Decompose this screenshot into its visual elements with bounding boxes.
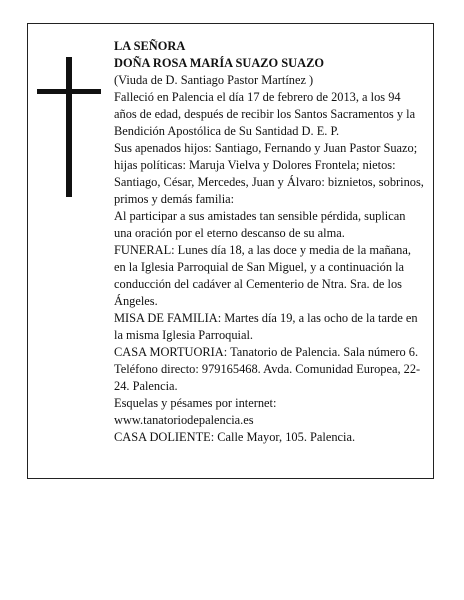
funeral-info: FUNERAL: Lunes día 18, a las doce y media de la mañana, en la Iglesia Parroquial de San Miguel, y a continuación la conducción del cadáver al Cementerio de Ntra. Sra. de los Ángeles. <box>114 243 411 308</box>
home-info: CASA DOLIENTE: Calle Mayor, 105. Palencia. <box>114 430 356 444</box>
internet-label: Esquelas y pésames por internet: <box>114 396 277 410</box>
cross-vertical-bar <box>66 57 72 197</box>
mortuary-info: CASA MORTUORIA: Tanatorio de Palencia. Sala número 6. Teléfono directo: 979165468. Avda. Comunidad Europea, 22-24. Palencia. <box>114 345 421 393</box>
widow-line: (Viuda de D. Santiago Pastor Martínez ) <box>114 73 314 87</box>
cross-horizontal-bar <box>37 89 101 94</box>
mass-info: MISA DE FAMILIA: Martes día 19, a las ocho de la tarde en la misma Iglesia Parroquial. <box>114 311 418 342</box>
prayer-request: Al participar a sus amistades tan sensible pérdida, suplican una oración por el eterno descanso de su alma. <box>114 209 406 240</box>
family-list: Sus apenados hijos: Santiago, Fernando y Juan Pastor Suazo; hijas políticas: Maruja Vielva y Dolores Frontela; nietos: Santiago, César, Mercedes, Juan y Álvaro: biznietos, sobrinos, primos y demás familia: <box>114 141 424 206</box>
cross-icon <box>37 57 101 197</box>
name-line: DOÑA ROSA MARÍA SUAZO SUAZO <box>114 56 324 70</box>
title-line: LA SEÑORA <box>114 39 186 53</box>
website-link: www.tanatoriodepalencia.es <box>114 413 254 427</box>
death-announcement: Falleció en Palencia el día 17 de febrero de 2013, a los 94 años de edad, después de recibir los Santos Sacramentos y la Bendición Apostólica de Su Santidad D. E. P. <box>114 90 416 138</box>
obituary-text <box>114 38 424 446</box>
